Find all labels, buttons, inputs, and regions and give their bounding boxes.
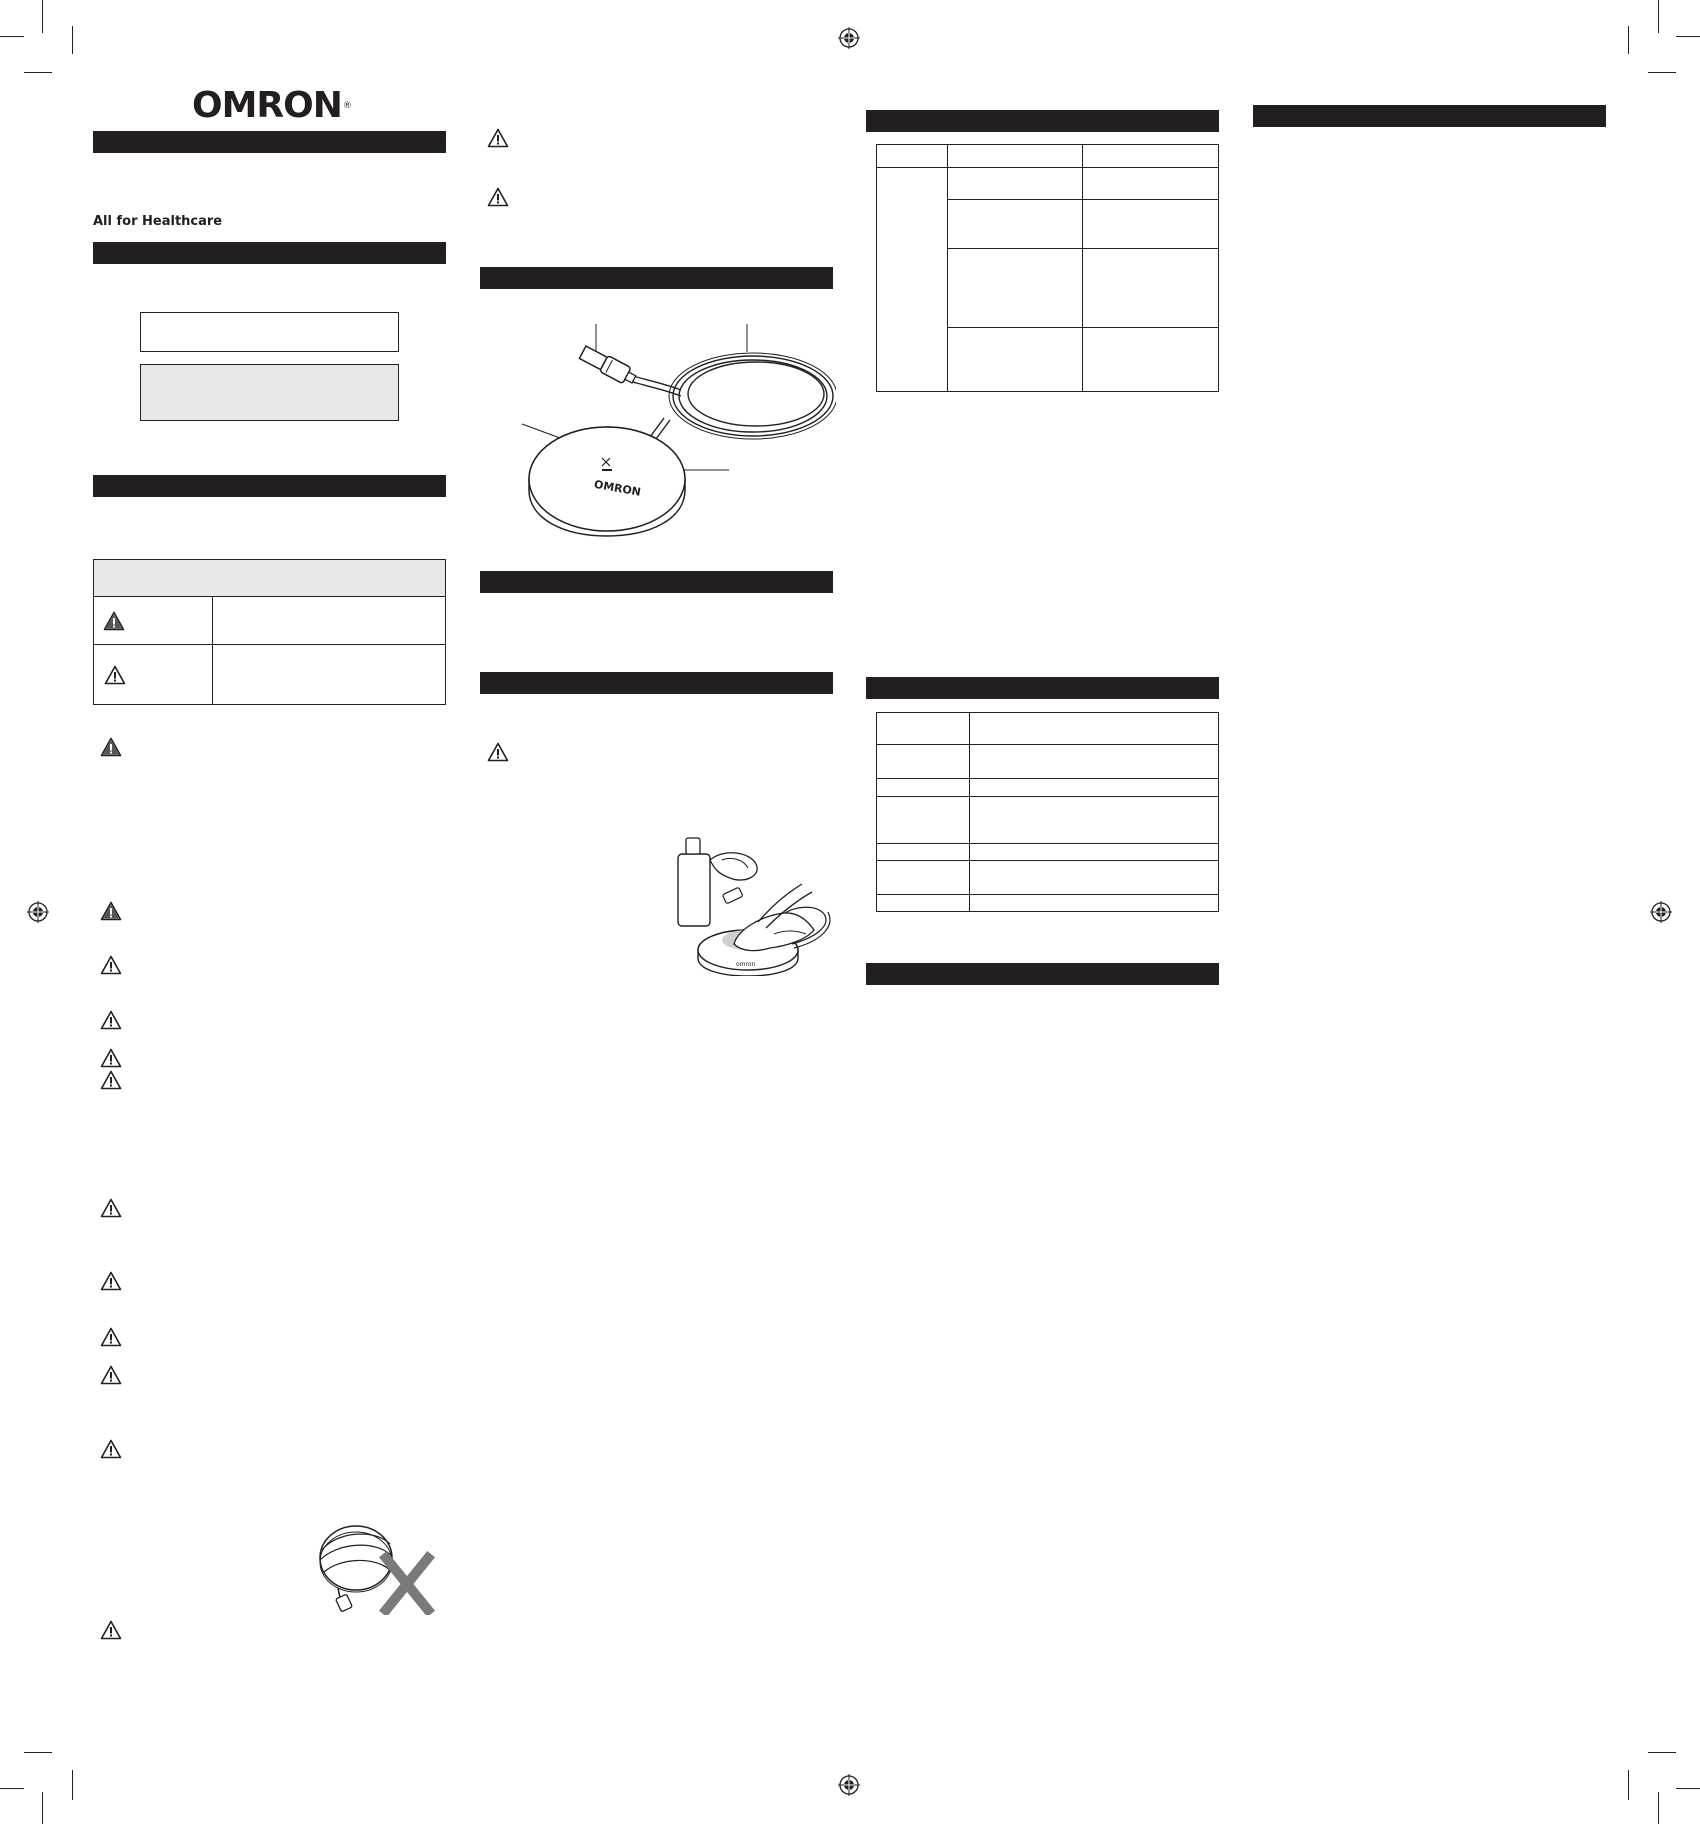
warning-triangle-icon xyxy=(100,1327,122,1347)
svg-text:OMRON: OMRON xyxy=(592,477,642,499)
svg-text:omron: omron xyxy=(736,961,756,968)
troubleshooting-table xyxy=(876,144,1219,392)
warning-triangle-icon xyxy=(100,1439,122,1459)
warning-triangle-icon xyxy=(100,737,122,757)
warning-triangle-icon xyxy=(100,1048,122,1068)
warning-triangle-icon xyxy=(100,1620,122,1640)
tagline: All for Healthcare xyxy=(93,214,223,229)
notice-box xyxy=(140,312,399,352)
warning-triangle-icon xyxy=(103,611,125,631)
warning-triangle-icon xyxy=(100,1010,122,1030)
section-header-bar xyxy=(866,677,1219,699)
section-header-bar xyxy=(93,131,446,153)
warning-triangle-icon xyxy=(100,1198,122,1218)
omron-logo: OMRON® xyxy=(192,85,351,126)
section-header-bar xyxy=(866,110,1219,132)
section-header-bar xyxy=(866,963,1219,985)
cleaning-illustration xyxy=(674,834,836,976)
warning-triangle-icon xyxy=(100,901,122,921)
section-header-bar xyxy=(93,475,446,497)
specifications-table xyxy=(876,712,1219,912)
cross-mark-icon xyxy=(386,1558,428,1610)
section-header-bar xyxy=(480,267,833,289)
registration-target-icon xyxy=(838,27,860,49)
warning-triangle-icon xyxy=(100,955,122,975)
charger-illustration xyxy=(516,318,836,540)
warning-triangle-icon xyxy=(104,665,126,685)
section-header-bar xyxy=(480,571,833,593)
registration-target-icon xyxy=(27,901,49,923)
notice-box-shaded xyxy=(140,364,399,421)
warning-triangle-icon xyxy=(100,1365,122,1385)
warning-triangle-icon xyxy=(100,1271,122,1291)
section-header-bar xyxy=(1253,105,1606,127)
warning-triangle-icon xyxy=(100,1070,122,1090)
warning-triangle-icon xyxy=(487,128,509,148)
registration-target-icon xyxy=(838,1774,860,1796)
warning-triangle-icon xyxy=(487,742,509,762)
section-header-bar xyxy=(480,672,833,694)
cord-wrap-illustration xyxy=(316,1520,448,1615)
registration-target-icon xyxy=(1650,901,1672,923)
section-header-bar xyxy=(93,242,446,264)
warning-triangle-icon xyxy=(487,187,509,207)
signal-word-table-header xyxy=(94,560,445,596)
